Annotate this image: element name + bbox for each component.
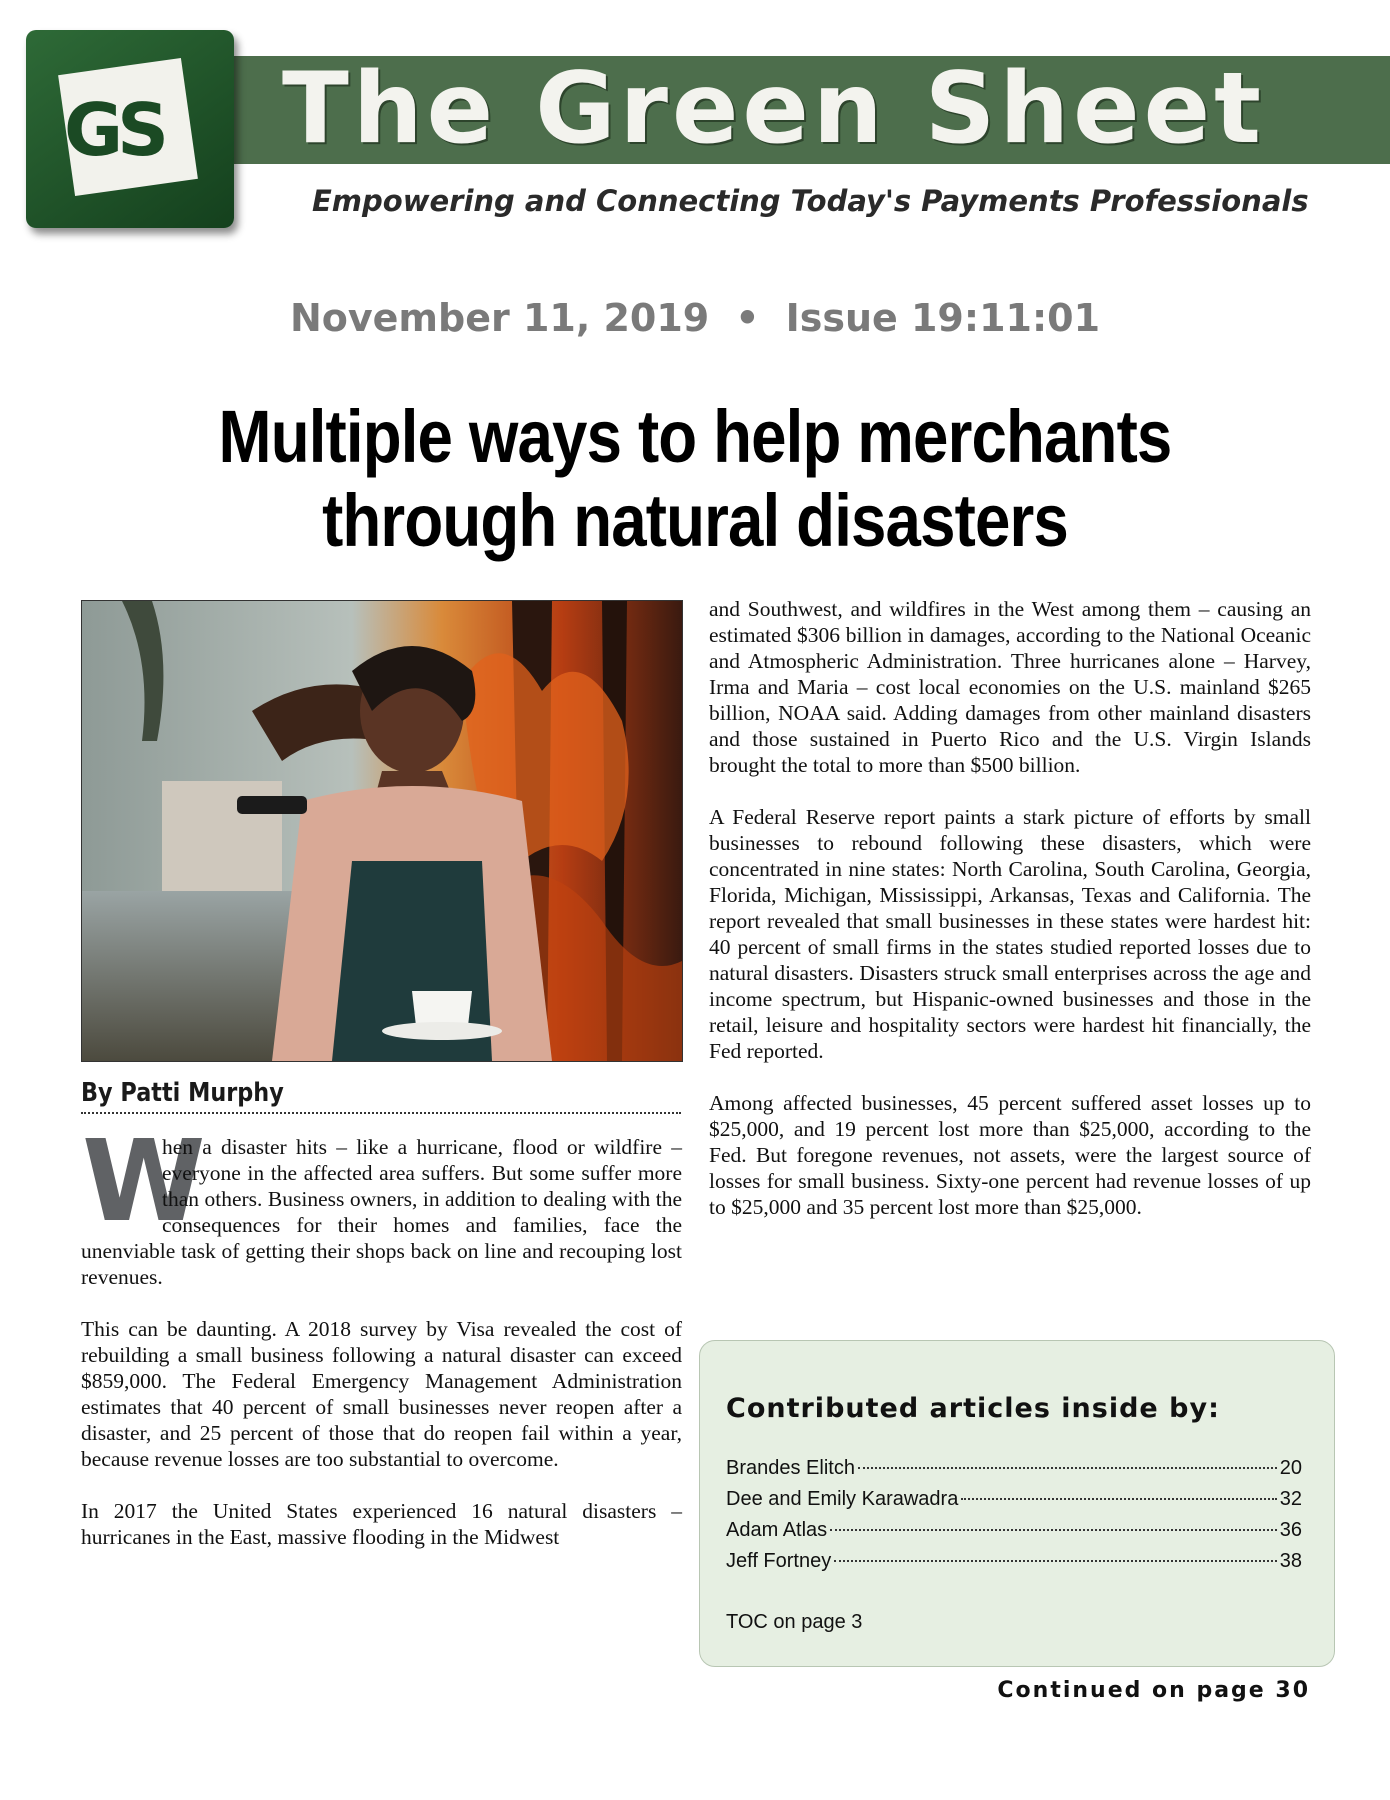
headline-line-2: through natural disasters <box>322 479 1068 562</box>
toc-entry-page: 38 <box>1279 1550 1302 1572</box>
paragraph-5: A Federal Reserve report paints a stark picture of efforts by small businesses to rebound following these disasters, which were concentrated in nine states: North Carolina, South Carolina, Georgia, Florida, Michigan, Mississippi, Arkansas, Texas and California. The report revealed that small businesses in these states were hardest hit: 40 percent of small firms in the states studied reported losses due to natural disasters. Disasters struck small enterprises across the age and income spectrum, but Hispanic-owned businesses and those in the retail, leisure and hospitality sectors were hardest hit financially, the Fed reported. <box>709 805 1311 1063</box>
contributed-articles-box <box>699 1340 1335 1667</box>
drop-cap: W <box>82 1117 206 1247</box>
toc-entry-name: Brandes Elitch <box>726 1457 855 1479</box>
toc-entry-name: Jeff Fortney <box>726 1550 832 1572</box>
toc-entry-name: Adam Atlas <box>726 1519 828 1541</box>
article-headline <box>166 395 1224 563</box>
paragraph-6: Among affected businesses, 45 percent suffered asset losses up to $25,000, and 19 percent lost more than $25,000, according to the Fed. But foregone revenues, not assets, were the largest source of losses for small business. Sixty-one percent had revenue losses of up to $25,000 and 35 percent lost more than $25,000. <box>709 1091 1311 1219</box>
left-column <box>81 1134 682 1576</box>
toc-entry-page: 36 <box>1279 1519 1302 1541</box>
drop-cap-spacer <box>81 1134 162 1238</box>
paragraph-3: In 2017 the United States experienced 16 natural disasters – hurricanes in the East, massive flooding in the Midwest <box>81 1499 682 1549</box>
article-photo <box>81 600 683 1062</box>
toc-entry[interactable] <box>726 1519 1302 1550</box>
photo-illustration <box>82 601 682 1061</box>
toc-entry-page: 20 <box>1279 1457 1302 1479</box>
logo-letters: GS <box>64 88 163 172</box>
paragraph-2: This can be daunting. A 2018 survey by Visa revealed the cost of rebuilding a small business following a natural disaster can exceed $859,000. The Federal Emergency Management Administration estimates that 40 percent of small businesses never reopen after a disaster, and 25 percent of those that do reopen fail within a year, because revenue losses are too substantial to overcome. <box>81 1317 682 1471</box>
paragraph-4: and Southwest, and wildfires in the West among them – causing an estimated $306 billion in damages, according to the National Oceanic and Atmospheric Administration. Three hurricanes alone – Harvey, Irma and Maria – cost local economies on the U.S. mainland $265 billion, NOAA said. Adding damages from other mainland disasters and those sustained in Puerto Rico and the U.S. Virgin Islands brought the total to more than $500 billion. <box>709 597 1311 777</box>
headline-line-1: Multiple ways to help merchants <box>218 395 1172 478</box>
toc-leader-dots <box>858 1467 1277 1469</box>
toc-leader-dots <box>830 1529 1277 1531</box>
continued-on-page[interactable]: Continued on page 30 <box>997 1678 1310 1703</box>
issue-separator: • <box>735 296 760 340</box>
toc-leader-dots <box>961 1498 1276 1500</box>
issue-date: November 11, 2019 <box>289 296 710 340</box>
masthead-title: The Green Sheet <box>282 52 1265 166</box>
toc-entry[interactable] <box>726 1488 1302 1519</box>
toc-page-note[interactable]: TOC on page 3 <box>726 1611 863 1633</box>
toc-entry[interactable] <box>726 1550 1302 1581</box>
masthead-tagline: Empowering and Connecting Today's Payments Professionals <box>312 184 1309 218</box>
green-sheet-logo <box>26 30 234 228</box>
toc-entry-name: Dee and Emily Karawadra <box>726 1488 959 1510</box>
byline: By Patti Murphy <box>81 1078 284 1108</box>
issue-number: Issue 19:11:01 <box>785 296 1101 340</box>
toc-entry[interactable] <box>726 1457 1302 1488</box>
toc-entry-page: 32 <box>1279 1488 1302 1510</box>
right-column <box>709 596 1311 1246</box>
paragraph-1: hen a disaster hits – like a hurricane, flood or wildfire – everyone in the affected area suffers. But some suffer more than others. Business owners, in addition to dealing with the consequences for their homes and families, face the unenviable task of getting their shops back on line and recouping lost revenues. <box>81 1135 682 1289</box>
issue-line <box>0 296 1390 340</box>
byline-divider <box>81 1112 681 1114</box>
toc-leader-dots <box>834 1560 1277 1562</box>
toc-heading: Contributed articles inside by: <box>726 1393 1220 1424</box>
toc-list <box>726 1457 1302 1581</box>
